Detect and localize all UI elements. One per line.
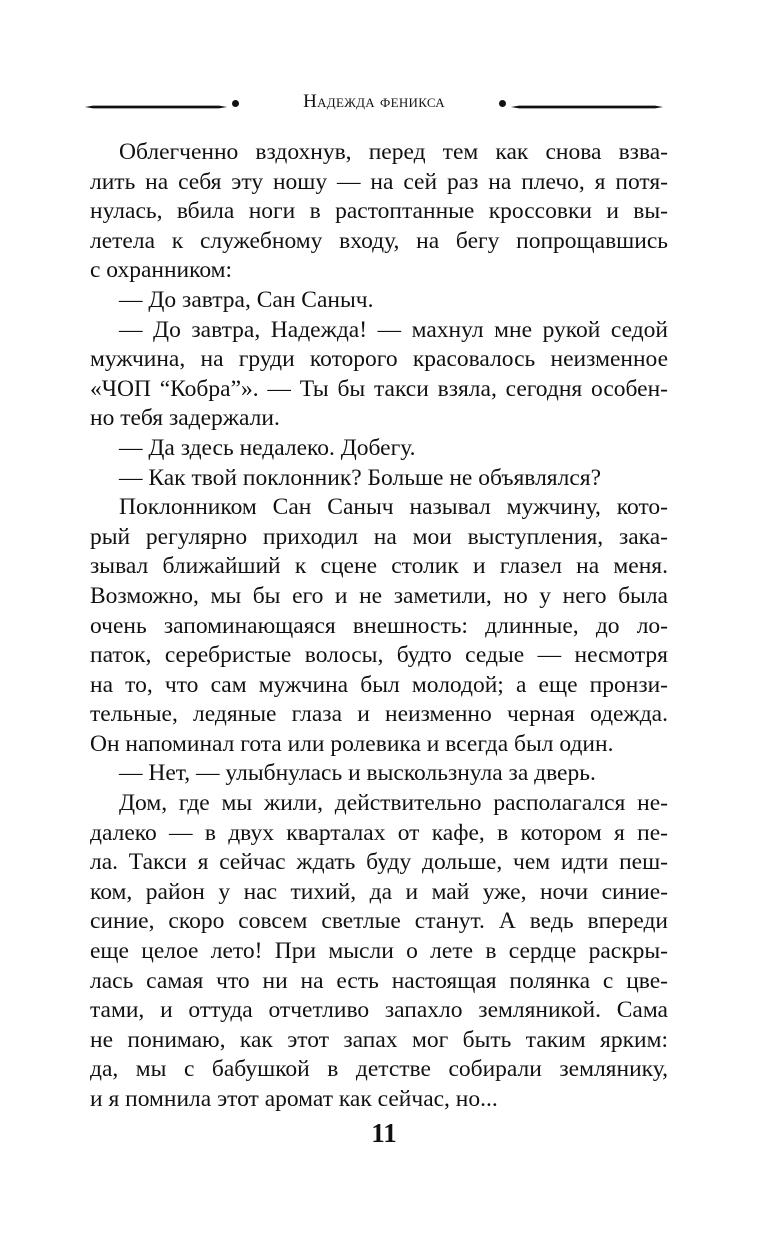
text-line: ла. Такси я сейчас ждать буду дольше, чем идти пеш- <box>90 849 668 876</box>
paragraph <box>90 493 668 759</box>
running-header <box>85 88 663 122</box>
text-line: очень запоминающаяся внешность: длинные, до ло- <box>90 612 668 639</box>
text-line: и я помнила этот аромат как сейчас, но... <box>90 1086 498 1112</box>
paragraph <box>90 434 668 464</box>
text-line: не понимаю, как этот запах мог быть таким ярким: <box>90 1026 668 1053</box>
text-line: да, мы с бабушкой в детстве собирали землянику, <box>90 1056 668 1083</box>
paragraph <box>90 316 668 434</box>
text-line: Облегченно вздохнув, перед тем как снова взва- <box>119 139 668 165</box>
page-number: 11 <box>371 1118 397 1148</box>
text-line: летела к служебному входу, на бегу попрощавшись <box>90 227 668 254</box>
text-line: ком, район у нас тихий, да и май уже, ночи синие- <box>90 878 668 905</box>
text-line: — До завтра, Сан Саныч. <box>119 286 374 313</box>
running-head-title: Надежда феникса <box>303 91 445 112</box>
text-line: Дом, где мы жили, действительно располагался не- <box>119 790 668 817</box>
text-line: с охранником: <box>90 257 233 284</box>
text-line: лась самая что ни на есть настоящая полянка с цве- <box>90 967 668 994</box>
text-line: — До завтра, Надежда! — махнул мне рукой седой <box>119 316 668 343</box>
text-line: мужчина, на груди которого красовалось неизменное <box>90 346 668 373</box>
paragraph <box>90 286 668 316</box>
body-text <box>90 138 668 1115</box>
text-line: далеко — в двух кварталах от кафе, в котором я пе- <box>90 819 668 846</box>
text-line: Поклонником Сан Саныч называл мужчину, кото- <box>119 494 668 521</box>
text-line: зывал ближайший к сцене столик и глазел на меня. <box>90 553 668 580</box>
header-dot-right <box>499 100 506 107</box>
text-line: но тебя задержали. <box>90 405 280 432</box>
paragraph <box>90 464 668 494</box>
text-line: — Как твой поклонник? Больше не объявлялся? <box>119 464 602 491</box>
text-line: Он напоминал гота или ролевика и всегда был один. <box>90 730 614 757</box>
text-line: рый регулярно приходил на мои выступления, зака- <box>90 523 668 550</box>
paragraph <box>90 138 668 286</box>
text-line: лить на себя эту ношу — на сей раз на плечо, я потя- <box>90 168 668 195</box>
text-line: — Нет, — улыбнулась и выскользнула за дверь. <box>119 760 596 787</box>
text-line: паток, серебристые волосы, будто седые — несмотря <box>90 642 668 669</box>
paragraph <box>90 759 668 789</box>
text-line: синие, скоро совсем светлые станут. А ведь впереди <box>90 908 668 935</box>
text-line: нулась, вбила ноги в растоптанные кроссовки и вы- <box>90 198 668 225</box>
text-line: тами, и оттуда отчетливо запахло земляникой. Сама <box>90 997 668 1024</box>
text-line: еще целое лето! При мысли о лете в сердце раскры- <box>90 938 668 965</box>
paragraph <box>90 789 668 1115</box>
text-line: — Да здесь недалеко. Добегу. <box>119 434 416 461</box>
text-line: «ЧОП “Кобра”». — Ты бы такси взяла, сегодня особен- <box>90 375 668 402</box>
text-line: на то, что сам мужчина был молодой; а еще пронзи- <box>90 671 668 698</box>
text-line: Возможно, мы бы его и не заметили, но у него была <box>90 582 668 609</box>
text-line: тельные, ледяные глаза и неизменно черная одежда. <box>90 701 668 728</box>
